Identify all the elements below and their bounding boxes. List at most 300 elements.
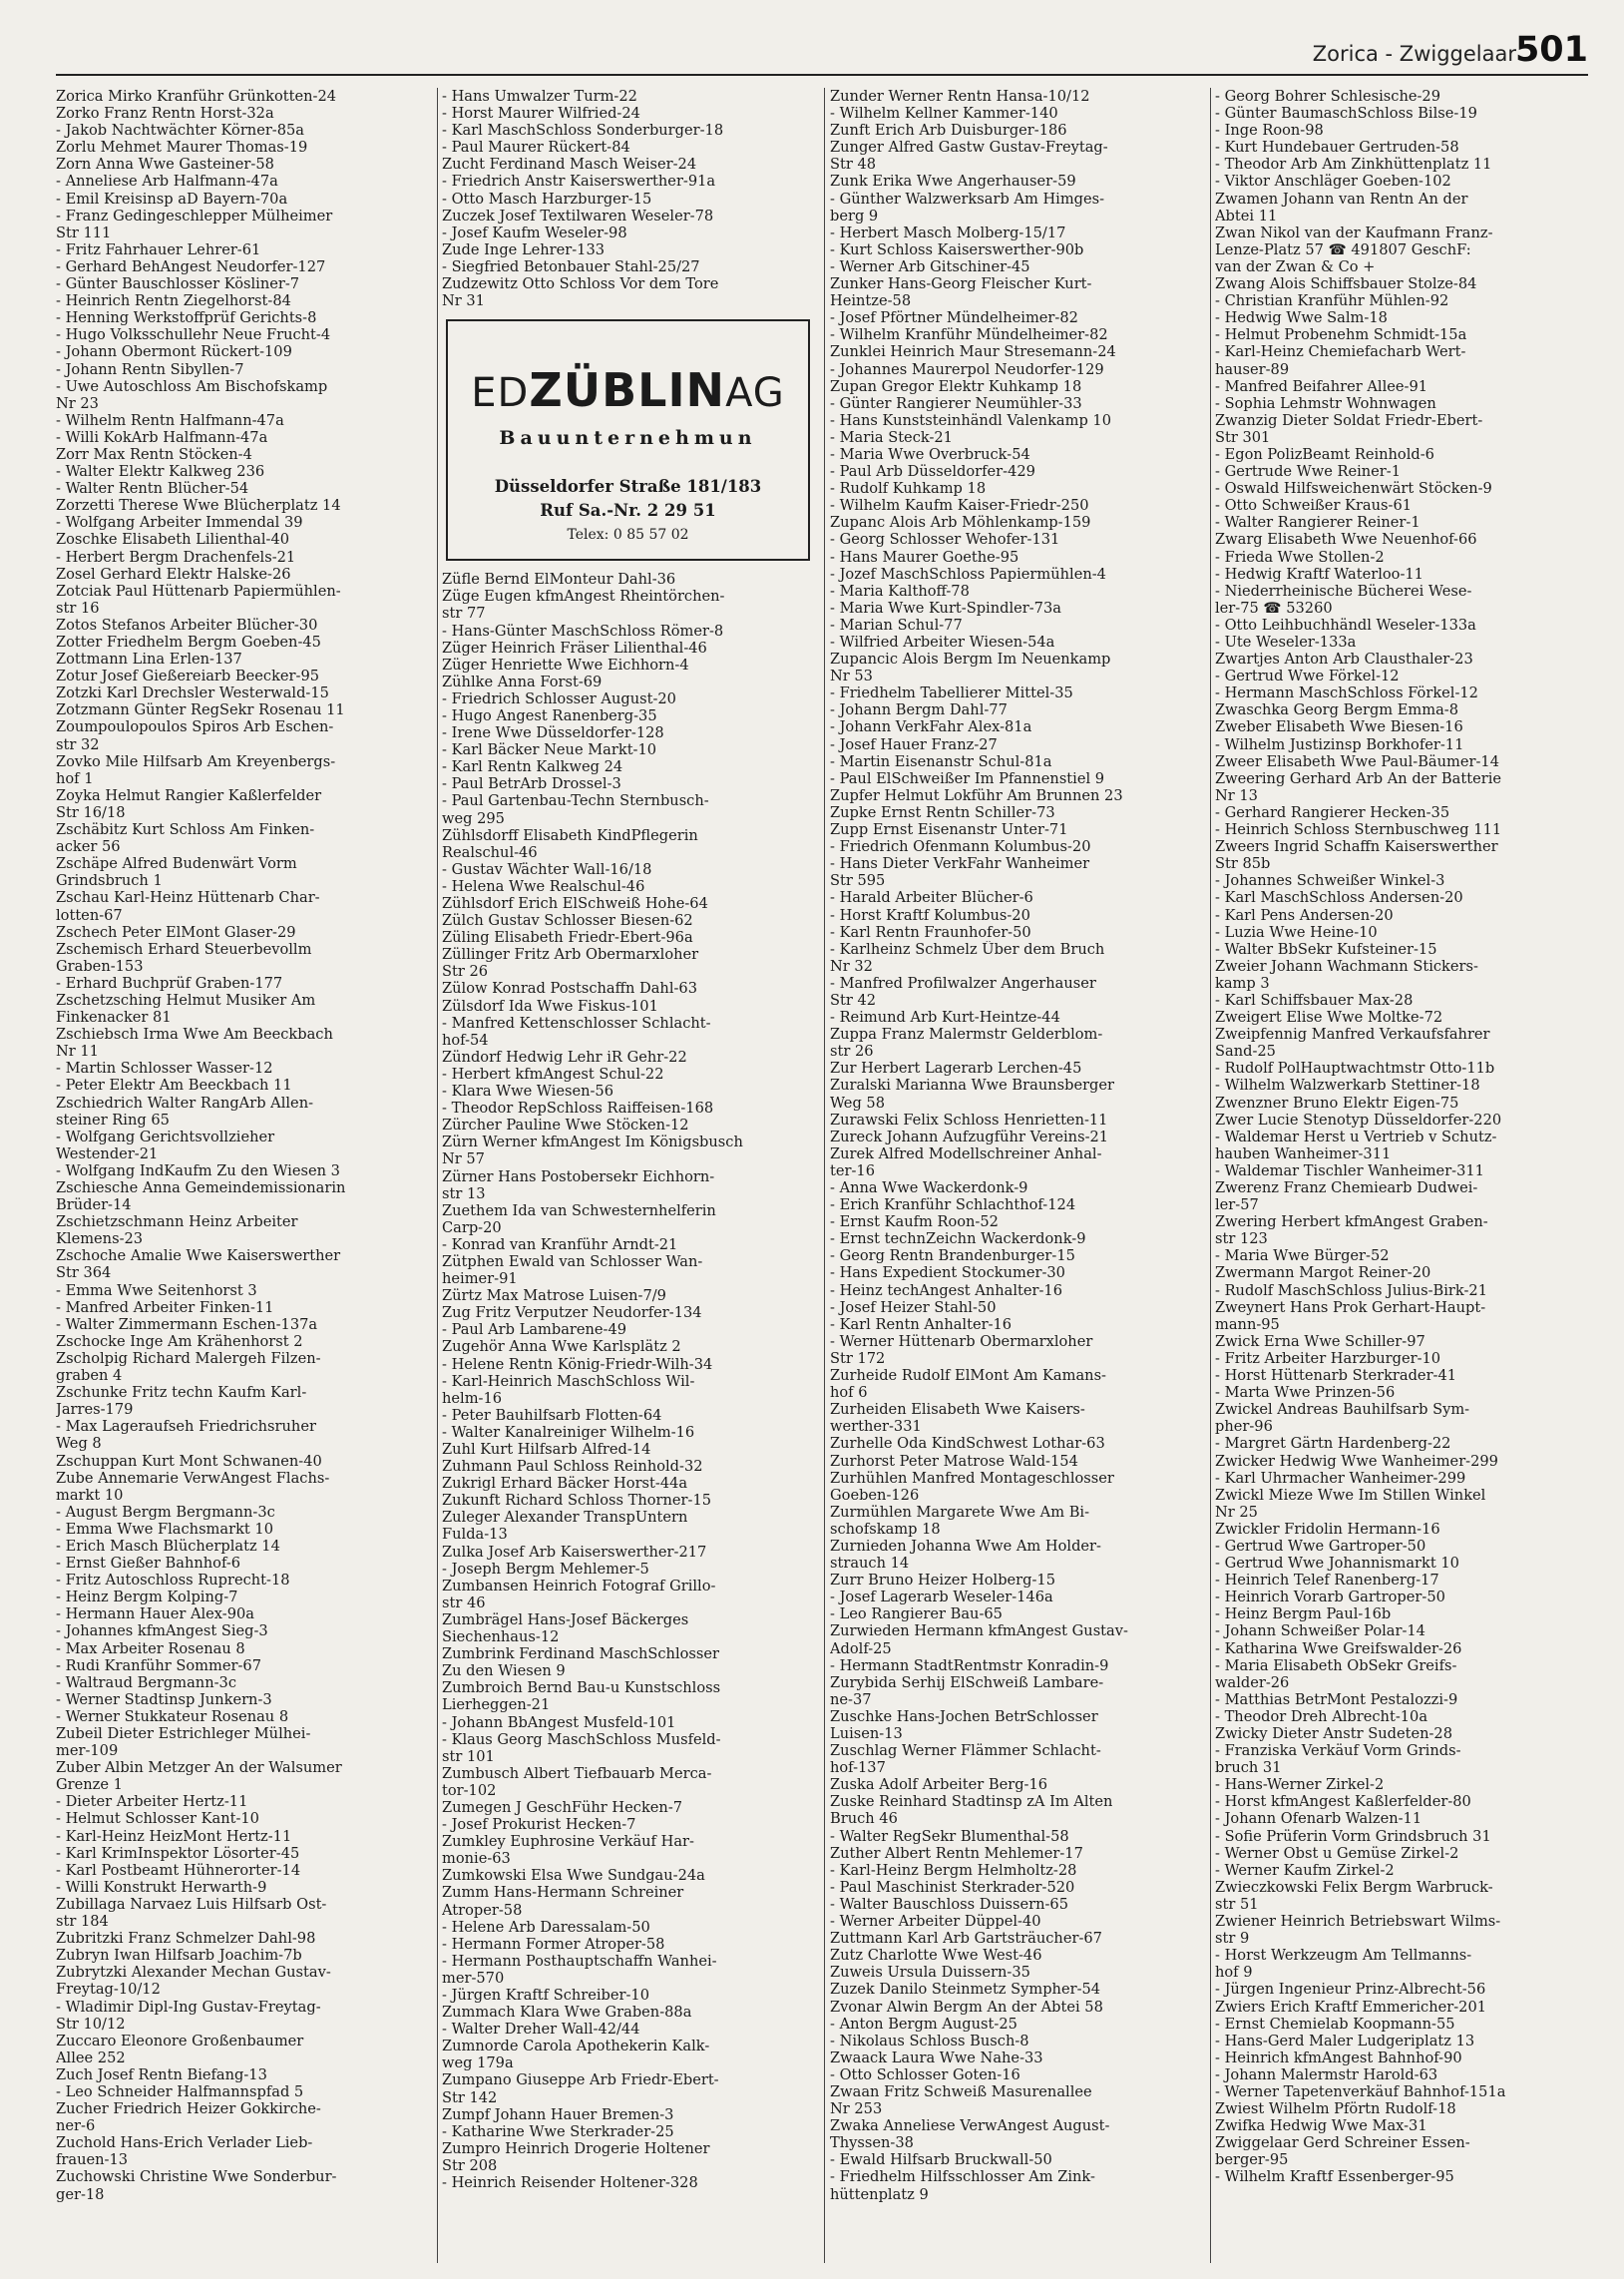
directory-entry: - Klaus Georg MaschSchloss Musfeld-	[442, 1730, 721, 1748]
directory-entry: - Marta Wwe Prinzen-56	[1215, 1384, 1396, 1402]
directory-entry: Zschäbitz Kurt Schloss Am Finken-	[56, 821, 315, 839]
directory-entry: Zwicker Hedwig Wwe Wanheimer-299	[1215, 1452, 1498, 1470]
directory-entry: Zurhühlen Manfred Montageschlosser	[830, 1469, 1114, 1487]
directory-entry: - Paul Arb Düsseldorfer-429	[830, 463, 1035, 481]
directory-entry: hof 9	[1215, 1964, 1253, 1982]
directory-entry: - Johann Obermont Rückert-109	[56, 343, 292, 361]
directory-entry: - Josef Prokurist Hecken-7	[442, 1816, 636, 1834]
directory-entry: - Herbert kfmAngest Schul-22	[442, 1065, 664, 1083]
directory-entry: Zumegen J GeschFühr Hecken-7	[442, 1798, 683, 1816]
directory-entry: - Helene Arb Daressalam-50	[442, 1918, 650, 1936]
directory-entry: Zwickl Mieze Wwe Im Stillen Winkel	[1215, 1486, 1486, 1504]
column-divider	[437, 88, 438, 2263]
directory-entry: - Manfred Kettenschlosser Schlacht-	[442, 1014, 711, 1032]
directory-entry: Zwamen Johann van Rentn An der	[1215, 190, 1468, 208]
directory-entry: Zumpf Johann Hauer Bremen-3	[442, 2105, 674, 2123]
directory-entry: - Werner Obst u Gemüse Zirkel-2	[1215, 1844, 1459, 1862]
directory-entry: Zweynert Hans Prok Gerhart-Haupt-	[1215, 1298, 1486, 1316]
directory-entry: schofskamp 18	[830, 1520, 941, 1538]
directory-entry: weg 295	[442, 809, 505, 827]
directory-entry: Zwaan Fritz Schweiß Masurenallee	[830, 2082, 1092, 2100]
directory-entry: Freytag-10/12	[56, 1981, 161, 1999]
directory-entry: - Johannes Maurerpol Neudorfer-129	[830, 360, 1104, 378]
directory-entry: Zschäpe Alfred Budenwärt Vorm	[56, 855, 297, 873]
directory-entry: Zwiener Heinrich Betriebswart Wilms-	[1215, 1913, 1501, 1931]
directory-entry: Heintze-58	[830, 292, 912, 310]
directory-entry: - Oswald Hilfsweichenwärt Stöcken-9	[1215, 480, 1492, 498]
directory-entry: - Walter RegSekr Blumenthal-58	[830, 1827, 1069, 1845]
directory-entry: Zulka Josef Arb Kaiserswerther-217	[442, 1543, 707, 1561]
directory-entry: - Paul Arb Lambarene-49	[442, 1321, 627, 1339]
directory-entry: - Maria Wwe Kurt-Spindler-73a	[830, 599, 1061, 617]
directory-entry: Zuweis Ursula Duissern-35	[830, 1964, 1030, 1982]
directory-entry: Zupanc Alois Arb Möhlenkamp-159	[830, 514, 1091, 532]
directory-entry: - Rudolf Kuhkamp 18	[830, 480, 987, 498]
directory-entry: Str 111	[56, 224, 112, 241]
directory-entry: Zubrytzki Alexander Mechan Gustav-	[56, 1964, 331, 1982]
directory-entry: Zubeil Dieter Estrichleger Mülhei-	[56, 1725, 311, 1742]
directory-entry: Zwick Erna Wwe Schiller-97	[1215, 1332, 1425, 1350]
directory-entry: - Waldemar Tischler Wanheimer-311	[1215, 1161, 1484, 1179]
directory-entry: - Maria Steck-21	[830, 428, 953, 446]
directory-entry: Zutz Charlotte Wwe West-46	[830, 1947, 1042, 1965]
directory-entry: hof 6	[830, 1384, 868, 1402]
directory-entry: - Günther Walzwerksarb Am Himges-	[830, 190, 1105, 208]
directory-entry: - Hugo Angest Ranenberg-35	[442, 706, 657, 724]
directory-entry: - Ernst Gießer Bahnhof-6	[56, 1555, 241, 1573]
directory-entry: Zotos Stefanos Arbeiter Blücher-30	[56, 616, 318, 634]
directory-entry: Nr 23	[56, 394, 99, 412]
directory-entry: - Konrad van Kranführ Arndt-21	[442, 1235, 678, 1253]
directory-entry: Bruch 46	[830, 1810, 898, 1828]
directory-entry: - Otto Leihbuchhändl Weseler-133a	[1215, 616, 1476, 634]
directory-entry: Str 364	[56, 1264, 112, 1282]
directory-entry: - Hermann Hauer Alex-90a	[56, 1605, 254, 1623]
directory-entry: Str 85b	[1215, 855, 1271, 873]
directory-entry: - Josef Kaufm Weseler-98	[442, 224, 627, 241]
directory-entry: - Wilhelm Rentn Halfmann-47a	[56, 411, 284, 429]
directory-entry: Zschocke Inge Am Krähenhorst 2	[56, 1332, 303, 1350]
directory-entry: Zschetzsching Helmut Musiker Am	[56, 991, 316, 1009]
directory-entry: Zürner Hans Postobersekr Eichhorn-	[442, 1167, 715, 1185]
directory-entry: - Frieda Wwe Stollen-2	[1215, 548, 1385, 566]
directory-entry: - Viktor Anschläger Goeben-102	[1215, 173, 1451, 191]
directory-entry: Zuschlag Werner Flämmer Schlacht-	[830, 1742, 1101, 1760]
directory-entry: - Helene Rentn König-Friedr-Wilh-34	[442, 1355, 713, 1373]
directory-entry: - Karl Postbeamt Hühnerorter-14	[56, 1861, 301, 1879]
directory-entry: - Wilhelm Kranführ Mündelheimer-82	[830, 326, 1108, 344]
directory-entry: - Karl Uhrmacher Wanheimer-299	[1215, 1469, 1466, 1487]
directory-entry: Züllinger Fritz Arb Obermarxloher	[442, 946, 699, 964]
directory-entry: - Wilfried Arbeiter Wiesen-54a	[830, 634, 1055, 651]
directory-entry: - Johann Ofenarb Walzen-11	[1215, 1810, 1422, 1828]
directory-column-3	[830, 88, 1206, 2263]
directory-entry: Zubryn Iwan Hilfsarb Joachim-7b	[56, 1947, 302, 1965]
directory-entry: Zscholpig Richard Malergeh Filzen-	[56, 1349, 321, 1367]
directory-entry: - Leo Schneider Halfmannspfad 5	[56, 2082, 304, 2100]
directory-entry: - Gertrud Wwe Johannismarkt 10	[1215, 1555, 1459, 1573]
directory-entry: - Franziska Verkäuf Vorm Grinds-	[1215, 1742, 1461, 1760]
directory-entry: - Martin Eisenanstr Schul-81a	[830, 752, 1052, 770]
directory-entry: - Hans Kunststeinhändl Valenkamp 10	[830, 411, 1111, 429]
directory-entry: - Hermann Former Atroper-58	[442, 1935, 665, 1953]
directory-entry: - Ewald Hilfsarb Bruckwall-50	[830, 2151, 1052, 2169]
directory-entry: str 13	[442, 1184, 486, 1202]
directory-entry: - Heinrich Rentn Ziegelhorst-84	[56, 292, 291, 310]
directory-entry: hüttenplatz 9	[830, 2185, 929, 2203]
directory-entry: str 123	[1215, 1230, 1268, 1248]
directory-entry: Zühlsdorff Elisabeth KindPflegerin	[442, 826, 698, 844]
directory-entry: - Horst Werkzeugm Am Tellmanns-	[1215, 1947, 1472, 1965]
directory-entry: - Egon PolizBeamt Reinhold-6	[1215, 445, 1434, 463]
directory-entry: Graben-153	[56, 957, 144, 975]
directory-entry: Str 16/18	[56, 803, 126, 821]
directory-entry: - Karl Rentn Kalkweg 24	[442, 758, 623, 776]
directory-entry: Carp-20	[442, 1218, 502, 1236]
directory-entry: lotten-67	[56, 906, 123, 924]
directory-entry: Zukrigl Erhard Bäcker Horst-44a	[442, 1475, 688, 1493]
directory-entry: - Wolfgang Arbeiter Immendal 39	[56, 514, 303, 532]
directory-entry: - Jozef MaschSchloss Papiermühlen-4	[830, 565, 1106, 583]
directory-entry: - Georg Rentn Brandenburger-15	[830, 1247, 1075, 1265]
directory-entry: - Theodor Dreh Albrecht-10a	[1215, 1707, 1428, 1725]
directory-entry: Adolf-25	[830, 1639, 892, 1657]
advertisement-box	[446, 319, 810, 561]
directory-entry: - Heinrich Schloss Sternbuschweg 111	[1215, 821, 1502, 839]
directory-entry: Zurek Alfred Modellschreiner Anhal-	[830, 1144, 1102, 1162]
directory-entry: tor-102	[442, 1781, 497, 1799]
directory-entry: frauen-13	[56, 2151, 129, 2169]
directory-entry: - Irene Wwe Düsseldorfer-128	[442, 724, 664, 742]
directory-entry: - Karl-Heinz Bergm Helmholtz-28	[830, 1861, 1077, 1879]
directory-entry: - Werner Arb Gitschiner-45	[830, 257, 1030, 275]
directory-entry: - Werner Stukkateur Rosenau 8	[56, 1707, 289, 1725]
directory-entry: - Horst Kraftf Kolumbus-20	[830, 906, 1030, 924]
directory-entry: - Paul BetrArb Drossel-3	[442, 775, 621, 793]
directory-entry: Zülch Gustav Schlosser Biesen-62	[442, 912, 693, 930]
directory-entry: Zugehör Anna Wwe Karlsplätz 2	[442, 1338, 681, 1356]
directory-entry: Zuccaro Eleonore Großenbaumer	[56, 2032, 304, 2050]
directory-entry: hauser-89	[1215, 360, 1290, 378]
directory-entry: Zoyka Helmut Rangier Kaßlerfelder	[56, 786, 322, 804]
directory-entry: - Rudi Kranführ Sommer-67	[56, 1656, 261, 1674]
directory-entry: Zumkowski Elsa Wwe Sundgau-24a	[442, 1867, 705, 1885]
directory-entry: Zumpano Giuseppe Arb Friedr-Ebert-	[442, 2071, 719, 2089]
directory-entry: Zurawski Felix Schloss Henrietten-11	[830, 1111, 1108, 1129]
column-divider	[824, 88, 825, 2263]
directory-entry: - Heinrich kfmAngest Bahnhof-90	[1215, 2049, 1462, 2066]
running-title: Zorica - Zwiggelaar	[1312, 42, 1516, 66]
directory-entry: pher-96	[1215, 1418, 1273, 1436]
directory-entry: str 51	[1215, 1895, 1259, 1913]
directory-entry: - Helena Wwe Realschul-46	[442, 877, 645, 895]
directory-entry: - Otto Schweißer Kraus-61	[1215, 497, 1413, 515]
directory-entry: Zude Inge Lehrer-133	[442, 240, 606, 258]
directory-entry: Zweering Gerhard Arb An der Batterie	[1215, 769, 1501, 787]
directory-entry: - Karl Schiffsbauer Max-28	[1215, 991, 1414, 1009]
directory-entry: Zürtz Max Matrose Luisen-7/9	[442, 1287, 666, 1305]
directory-entry: - Karl Pens Andersen-20	[1215, 906, 1394, 924]
directory-entry: Zotter Friedhelm Bergm Goeben-45	[56, 634, 321, 651]
directory-entry: - Rudolf PolHauptwachtmstr Otto-11b	[1215, 1060, 1495, 1078]
directory-entry: Zudzewitz Otto Schloss Vor dem Tore	[442, 275, 719, 293]
directory-entry: mann-95	[1215, 1315, 1280, 1333]
directory-entry: Zuchold Hans-Erich Verlader Lieb-	[56, 2134, 313, 2152]
directory-entry: Zwang Alois Schiffsbauer Stolze-84	[1215, 275, 1477, 293]
directory-entry: Zunft Erich Arb Duisburger-186	[830, 122, 1067, 140]
directory-entry: - Hans Maurer Goethe-95	[830, 548, 1019, 566]
directory-entry: Zotur Josef Gießereiarb Beecker-95	[56, 668, 320, 685]
directory-entry: Zottmann Lina Erlen-137	[56, 651, 242, 669]
directory-entry: hof-54	[442, 1031, 489, 1049]
directory-entry: - Paul Maschinist Sterkrader-520	[830, 1878, 1075, 1896]
directory-entry: - Josef Pförtner Mündelheimer-82	[830, 309, 1078, 327]
directory-entry: - Gertrude Wwe Reiner-1	[1215, 463, 1401, 481]
directory-entry: Zwarg Elisabeth Wwe Neuenhof-66	[1215, 531, 1477, 549]
directory-entry: Jarres-179	[56, 1401, 134, 1419]
directory-entry: Zwifka Hedwig Wwe Max-31	[1215, 2117, 1427, 2135]
directory-entry: ler-57	[1215, 1196, 1259, 1214]
directory-entry: - Niederrheinische Bücherei Wese-	[1215, 582, 1472, 600]
directory-entry: - Hedwig Kraftf Waterloo-11	[1215, 565, 1423, 583]
directory-entry: Zuethem Ida van Schwesternhelferin	[442, 1201, 716, 1219]
directory-entry: Zwermann Margot Reiner-20	[1215, 1264, 1431, 1282]
directory-entry: Zotzki Karl Drechsler Westerwald-15	[56, 684, 329, 702]
column-divider	[1210, 88, 1211, 2263]
directory-entry: - Emil Kreisinsp aD Bayern-70a	[56, 190, 288, 208]
directory-entry: - Helmut Schlosser Kant-10	[56, 1810, 259, 1828]
directory-entry: - Erich Masch Blücherplatz 14	[56, 1537, 280, 1555]
directory-entry: hauben Wanheimer-311	[1215, 1144, 1392, 1162]
directory-entry: - Werner Tapetenverkäuf Bahnhof-151a	[1215, 2082, 1506, 2100]
directory-entry: - Heinrich Vorarb Gartroper-50	[1215, 1589, 1445, 1606]
directory-entry: - Johann Rentn Sibyllen-7	[56, 360, 244, 378]
directory-entry: - Ernst technZeichn Wackerdonk-9	[830, 1230, 1086, 1248]
directory-entry: Zupke Ernst Rentn Schiller-73	[830, 803, 1055, 821]
directory-entry: - Joseph Bergm Mehlemer-5	[442, 1560, 649, 1578]
directory-entry: Zuppa Franz Malermstr Gelderblom-	[830, 1026, 1103, 1044]
company-telex: Telex: 0 85 57 02	[567, 527, 689, 544]
directory-entry: Luisen-13	[830, 1725, 903, 1742]
directory-entry: - Wolfgang Gerichtsvollzieher	[56, 1128, 275, 1145]
directory-entry: - Rudolf MaschSchloss Julius-Birk-21	[1215, 1281, 1487, 1299]
directory-entry: - Günter Bauschlosser Kösliner-7	[56, 275, 300, 293]
directory-entry: - Otto Masch Harzburger-15	[442, 190, 652, 208]
directory-entry: - Fritz Fahrhauer Lehrer-61	[56, 240, 261, 258]
directory-entry: - Hans Dieter VerkFahr Wanheimer	[830, 855, 1090, 873]
column-2-bottom-entries	[442, 571, 818, 2191]
directory-entry: Str 301	[1215, 428, 1271, 446]
directory-entry: Goeben-126	[830, 1486, 920, 1504]
directory-entry: Zug Fritz Verputzer Neudorfer-134	[442, 1304, 702, 1322]
directory-entry: - Johann VerkFahr Alex-81a	[830, 718, 1032, 736]
directory-entry: Zuczek Josef Textilwaren Weseler-78	[442, 207, 714, 225]
directory-entry: - Maria Kalthoff-78	[830, 582, 970, 600]
directory-entry: Str 42	[830, 991, 877, 1009]
directory-entry: Zurheide Rudolf ElMont Am Kamans-	[830, 1367, 1106, 1385]
directory-entry: weg 179a	[442, 2054, 514, 2072]
directory-entry: Zschiesche Anna Gemeindemissionarin	[56, 1179, 346, 1196]
directory-entry: str 46	[442, 1594, 486, 1611]
directory-entry: - Erhard Buchprüf Graben-177	[56, 974, 283, 992]
directory-entry: - Ute Weseler-133a	[1215, 634, 1357, 651]
directory-entry: - Franz Gedingeschlepper Mülheimer	[56, 207, 333, 225]
directory-entry: kamp 3	[1215, 974, 1270, 992]
directory-entry: - Hans Expedient Stockumer-30	[830, 1264, 1065, 1282]
directory-entry: walder-26	[1215, 1673, 1290, 1691]
directory-entry: Zwaack Laura Wwe Nahe-33	[830, 2049, 1043, 2066]
directory-entry: Zunk Erika Wwe Angerhauser-59	[830, 173, 1076, 191]
directory-entry: Zupfer Helmut Lokführ Am Brunnen 23	[830, 786, 1123, 804]
directory-entry: Zummach Klara Wwe Graben-88a	[442, 2004, 692, 2022]
directory-entry: Zubritzki Franz Schmelzer Dahl-98	[56, 1930, 316, 1948]
directory-entry: - Theodor Arb Am Zinkhüttenplatz 11	[1215, 156, 1492, 174]
directory-entry: Zuschke Hans-Jochen BetrSchlosser	[830, 1707, 1098, 1725]
directory-entry: Zwerenz Franz Chemiearb Dudwei-	[1215, 1179, 1478, 1196]
directory-entry: Westender-21	[56, 1144, 159, 1162]
directory-entry: Zürn Werner kfmAngest Im Königsbusch	[442, 1134, 743, 1151]
directory-entry: Zürcher Pauline Wwe Stöcken-12	[442, 1117, 689, 1135]
directory-entry: Zwiers Erich Kraftf Emmericher-201	[1215, 1998, 1487, 2016]
directory-entry: - Wilhelm Kaufm Kaiser-Friedr-250	[830, 497, 1089, 515]
directory-entry: - Harald Arbeiter Blücher-6	[830, 889, 1033, 907]
directory-entry: Zosel Gerhard Elektr Halske-26	[56, 565, 291, 583]
directory-entry: Zurheiden Elisabeth Wwe Kaisers-	[830, 1401, 1085, 1419]
directory-entry: - Georg Bohrer Schlesische-29	[1215, 88, 1440, 105]
directory-entry: - Paul Maurer Rückert-84	[442, 139, 630, 157]
directory-entry: Zwanzig Dieter Soldat Friedr-Ebert-	[1215, 411, 1483, 429]
directory-entry: Zuzek Danilo Steinmetz Sympher-54	[830, 1981, 1101, 1999]
directory-entry: - Maria Elisabeth ObSekr Greifs-	[1215, 1656, 1457, 1674]
directory-entry: str 184	[56, 1913, 109, 1931]
directory-entry: - Günter Rangierer Neumühler-33	[830, 394, 1082, 412]
directory-entry: Str 48	[830, 156, 877, 174]
directory-entry: - Sophia Lehmstr Wohnwagen	[1215, 394, 1436, 412]
directory-entry: - Friedrich Ofenmann Kolumbus-20	[830, 838, 1091, 856]
directory-entry: - Siegfried Betonbauer Stahl-25/27	[442, 257, 700, 275]
directory-entry: str 26	[830, 1043, 874, 1061]
directory-entry: - Luzia Wwe Heine-10	[1215, 923, 1378, 941]
directory-entry: Weg 8	[56, 1435, 102, 1453]
directory-entry: - Ernst Kaufm Roon-52	[830, 1213, 999, 1231]
directory-entry: Zorlu Mehmet Maurer Thomas-19	[56, 139, 308, 157]
directory-entry: - Karl Rentn Fraunhofer-50	[830, 923, 1031, 941]
directory-entry: - Emma Wwe Flachsmarkt 10	[56, 1520, 273, 1538]
directory-entry: Zschuppan Kurt Mont Schwanen-40	[56, 1452, 322, 1470]
directory-entry: - Waldemar Herst u Vertrieb v Schutz-	[1215, 1128, 1497, 1145]
directory-entry: - Karl-Heinz HeizMont Hertz-11	[56, 1827, 292, 1845]
directory-entry: Zurr Bruno Heizer Holberg-15	[830, 1572, 1056, 1590]
directory-entry: Züling Elisabeth Friedr-Ebert-96a	[442, 929, 693, 947]
directory-entry: Zu den Wiesen 9	[442, 1662, 566, 1680]
directory-entry: Zwaka Anneliese VerwAngest August-	[830, 2117, 1110, 2135]
directory-entry: Nr 31	[442, 292, 485, 310]
directory-entry: Zumbrink Ferdinand MaschSchlosser	[442, 1645, 719, 1663]
directory-entry: Zurhorst Peter Matrose Wald-154	[830, 1452, 1078, 1470]
directory-entry: - Hermann MaschSchloss Förkel-12	[1215, 684, 1478, 702]
directory-entry: - Walter Kanalreiniger Wilhelm-16	[442, 1423, 695, 1441]
directory-entry: Zumbrägel Hans-Josef Bäckerges	[442, 1610, 689, 1628]
directory-entry: van der Zwan & Co +	[1215, 257, 1376, 275]
directory-entry: berg 9	[830, 207, 879, 225]
directory-entry: - Matthias BetrMont Pestalozzi-9	[1215, 1690, 1458, 1708]
directory-entry: - Peter Elektr Am Beeckbach 11	[56, 1077, 292, 1095]
directory-entry: - Klara Wwe Wiesen-56	[442, 1083, 613, 1101]
directory-entry: Zschoche Amalie Wwe Kaiserswerther	[56, 1247, 341, 1265]
directory-entry: str 16	[56, 599, 100, 617]
directory-entry: - Friedrich Schlosser August-20	[442, 689, 676, 707]
directory-entry: - Peter Bauhilfsarb Flotten-64	[442, 1406, 662, 1424]
directory-entry: - Gertrud Wwe Förkel-12	[1215, 668, 1400, 685]
directory-entry: Zuhmann Paul Schloss Reinhold-32	[442, 1458, 703, 1476]
directory-entry: Nr 253	[830, 2100, 883, 2118]
directory-entry: Zumbusch Albert Tiefbauarb Merca-	[442, 1764, 712, 1782]
directory-entry: Zwenzner Bruno Elektr Eigen-75	[1215, 1094, 1459, 1112]
directory-entry: werther-331	[830, 1418, 922, 1436]
directory-entry: Zucher Friedrich Heizer Gokkirche-	[56, 2100, 321, 2118]
directory-entry: Züge Eugen kfmAngest Rheintörchen-	[442, 588, 725, 606]
directory-entry: - August Bergm Bergmann-3c	[56, 1503, 275, 1521]
directory-entry: Zupp Ernst Eisenanstr Unter-71	[830, 821, 1068, 839]
column-2-top-entries	[442, 88, 818, 309]
directory-entry: Zorn Anna Wwe Gasteiner-58	[56, 156, 274, 174]
directory-entry: - Josef Lagerarb Weseler-146a	[830, 1589, 1053, 1606]
directory-entry: Zupancic Alois Bergm Im Neuenkamp	[830, 651, 1111, 669]
directory-entry: - Hans-Werner Zirkel-2	[1215, 1776, 1385, 1794]
directory-entry: Zweier Johann Wachmann Stickers-	[1215, 957, 1478, 975]
directory-entry: Str 26	[442, 963, 489, 981]
directory-entry: - Karl-Heinz Chemiefacharb Wert-	[1215, 343, 1466, 361]
directory-entry: - Marian Schul-77	[830, 616, 963, 634]
directory-entry: - Dieter Arbeiter Hertz-11	[56, 1793, 248, 1811]
directory-entry: Thyssen-38	[830, 2134, 914, 2152]
directory-entry: - Anneliese Arb Halfmann-47a	[56, 173, 278, 191]
directory-entry: ger-18	[56, 2185, 105, 2203]
directory-column-1	[56, 88, 432, 2263]
directory-entry: - Walter Elektr Kalkweg 236	[56, 463, 265, 481]
directory-entry: ter-16	[830, 1161, 875, 1179]
directory-entry: graben 4	[56, 1367, 123, 1385]
directory-entry: - Fritz Arbeiter Harzburger-10	[1215, 1349, 1441, 1367]
directory-entry: Zoschke Elisabeth Lilienthal-40	[56, 531, 290, 549]
directory-entry: - Johann Schweißer Polar-14	[1215, 1622, 1425, 1640]
directory-entry: Zuleger Alexander TranspUntern	[442, 1509, 688, 1527]
directory-entry: Zschiedrich Walter RangArb Allen-	[56, 1094, 314, 1112]
directory-entry: - Gerhard BehAngest Neudorfer-127	[56, 257, 326, 275]
directory-entry: - Jürgen Kraftf Schreiber-10	[442, 1987, 650, 2004]
directory-entry: Zunder Werner Rentn Hansa-10/12	[830, 88, 1090, 105]
directory-entry: - Werner Hüttenarb Obermarxloher	[830, 1332, 1093, 1350]
directory-entry: Zurybida Serhij ElSchweiß Lambare-	[830, 1673, 1104, 1691]
directory-entry: Zumnorde Carola Apothekerin Kalk-	[442, 2038, 710, 2055]
directory-entry: - Henning Werkstoffprüf Gerichts-8	[56, 309, 317, 327]
directory-entry: Zuske Reinhard Stadtinsp zA Im Alten	[830, 1793, 1113, 1811]
directory-entry: - Josef Hauer Franz-27	[830, 735, 998, 753]
directory-entry: Zuska Adolf Arbeiter Berg-16	[830, 1776, 1048, 1794]
directory-entry: - Hans-Günter MaschSchloss Römer-8	[442, 622, 724, 640]
directory-entry: Zschemisch Erhard Steuerbevollm	[56, 940, 312, 958]
directory-entry: Str 172	[830, 1349, 886, 1367]
directory-column-4	[1215, 88, 1600, 2263]
directory-entry: - Heinz Bergm Kolping-7	[56, 1589, 238, 1606]
directory-entry: Fulda-13	[442, 1526, 508, 1544]
directory-entry: Zuch Josef Rentn Biefang-13	[56, 2065, 267, 2083]
directory-entry: - Ernst Chemielab Koopmann-55	[1215, 2015, 1455, 2033]
directory-entry: Zülow Konrad Postschaffn Dahl-63	[442, 980, 697, 998]
directory-entry: - Kurt Schloss Kaiserswerther-90b	[830, 240, 1084, 258]
directory-entry: - Jakob Nachtwächter Körner-85a	[56, 122, 305, 140]
directory-entry: Allee 252	[56, 2049, 126, 2066]
